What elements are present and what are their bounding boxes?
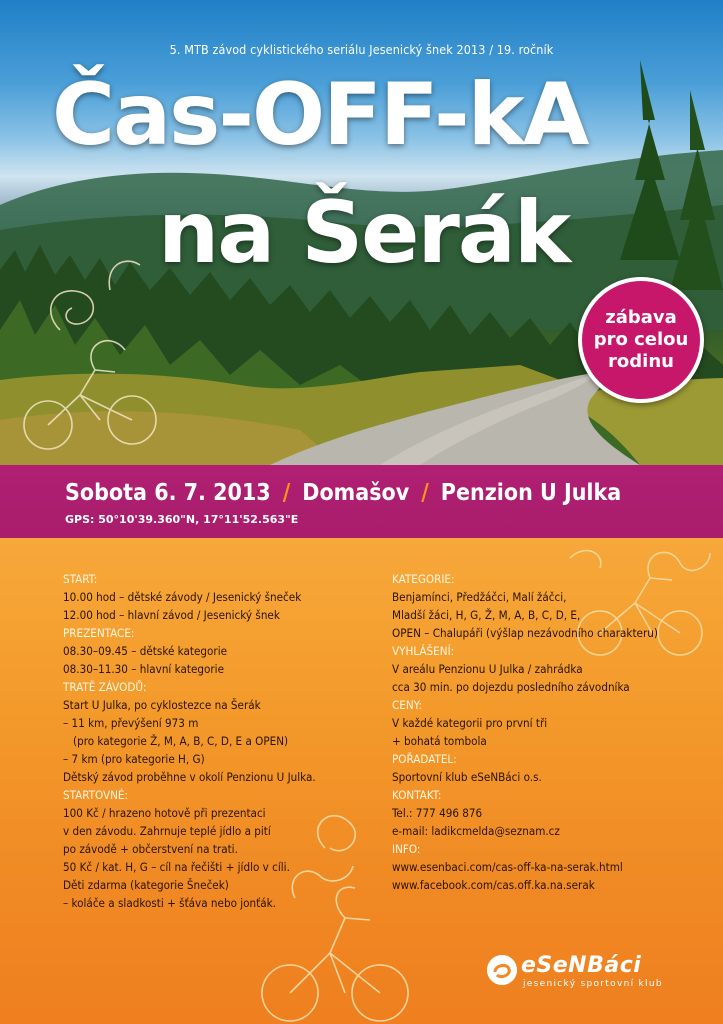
categories-line: OPEN – Chalupáři (výšlap nezávodního charakteru) <box>392 626 658 640</box>
title-line-1: Čas-OFF-kA <box>52 65 588 165</box>
fee-line: v den závodu. Zahrnuje teplé jídlo a pití <box>63 824 271 838</box>
series-subtitle: 5. MTB závod cyklistického seriálu Jesenický šnek 2013 / 19. ročník <box>169 42 554 57</box>
tracks-line: Start U Julka, po cyklostezce na Šerák <box>63 698 261 712</box>
separator: / <box>282 480 291 506</box>
title-line-2: na Šerák <box>158 183 570 283</box>
registration-line: 08.30–11.30 – hlavní kategorie <box>63 662 224 676</box>
registration-line: 08.30–09.45 – dětské kategorie <box>63 644 228 658</box>
info-website-link[interactable]: www.esenbaci.com/cas-off-ka-na-serak.html <box>392 860 623 874</box>
fee-line: 50 Kč / kat. H, G – cíl na řečišti + jídlo v cíli. <box>63 860 290 874</box>
event-details <box>65 480 621 506</box>
tracks-line: – 7 km (pro kategorie H, G) <box>63 752 205 766</box>
info-left-column <box>63 570 316 912</box>
prizes-line: + bohatá tombola <box>392 734 487 748</box>
club-logo <box>487 955 677 995</box>
tracks-line: – 11 km, převýšení 973 m <box>63 716 199 730</box>
badge-line-2: pro celou <box>593 329 689 350</box>
announcement-line: cca 30 min. po dojezdu posledního závodníka <box>392 680 630 694</box>
announcement-heading: VYHLÁŠENÍ: <box>392 644 455 658</box>
club-tagline: jesenický sportovní klub <box>523 979 663 989</box>
fee-line: Děti zdarma (kategorie Šneček) <box>63 878 229 892</box>
fee-line: – koláče a sladkosti + šťáva nebo jonťák. <box>63 896 276 910</box>
fee-heading: STARTOVNÉ: <box>63 788 129 802</box>
club-name: eSeNBáci <box>521 953 642 978</box>
event-place: Domašov <box>302 480 410 506</box>
bee-icon <box>487 955 517 985</box>
categories-line: Mladší žáci, H, G, Ž, M, A, B, C, D, E, <box>392 608 581 622</box>
separator: / <box>421 480 429 506</box>
announcement-line: V areálu Penzionu U Julka / zahrádka <box>392 662 583 676</box>
contact-heading: KONTAKT: <box>392 788 442 802</box>
fee-line: po závodě + občerstvení na trati. <box>63 842 238 856</box>
prizes-heading: CENY: <box>392 698 423 712</box>
event-date: Sobota 6. 7. 2013 <box>65 480 271 506</box>
info-facebook-link[interactable]: www.facebook.com/cas.off.ka.na.serak <box>392 878 595 892</box>
prizes-line: V každé kategorii pro první tři <box>392 716 548 730</box>
info-heading: INFO: <box>392 842 421 856</box>
categories-heading: KATEGORIE: <box>392 572 455 586</box>
start-heading: START: <box>63 572 98 586</box>
gps-coordinates: GPS: 50°10'39.360"N, 17°11'52.563"E <box>65 513 299 526</box>
badge-line-3: rodinu <box>608 351 674 372</box>
info-right-column <box>392 570 658 894</box>
event-venue: Penzion U Julka <box>440 480 622 506</box>
contact-phone: Tel.: 777 496 876 <box>392 806 483 820</box>
start-line: 10.00 hod – dětské závody / Jesenický šneček <box>63 590 302 604</box>
badge-line-1: zábava <box>605 307 677 328</box>
tracks-line: Dětský závod proběhne v okolí Penzionu U Julka. <box>63 770 316 784</box>
fee-line: 100 Kč / hrazeno hotově při prezentaci <box>63 806 266 820</box>
registration-heading: PREZENTACE: <box>63 626 135 640</box>
categories-line: Benjamínci, Předžáčci, Malí žáčci, <box>392 590 567 604</box>
tracks-heading: TRATĚ ZÁVODŮ: <box>63 680 147 694</box>
tracks-line: (pro kategorie Ž, M, A, B, C, D, E a OPEN) <box>73 734 289 748</box>
organizer-line: Sportovní klub eSeNBáci o.s. <box>392 770 542 784</box>
contact-email[interactable]: e-mail: ladikcmelda@seznam.cz <box>392 824 560 838</box>
family-fun-badge <box>578 277 704 403</box>
organizer-heading: POŘADATEL: <box>392 752 457 766</box>
start-line: 12.00 hod – hlavní závod / Jesenický šnek <box>63 608 280 622</box>
